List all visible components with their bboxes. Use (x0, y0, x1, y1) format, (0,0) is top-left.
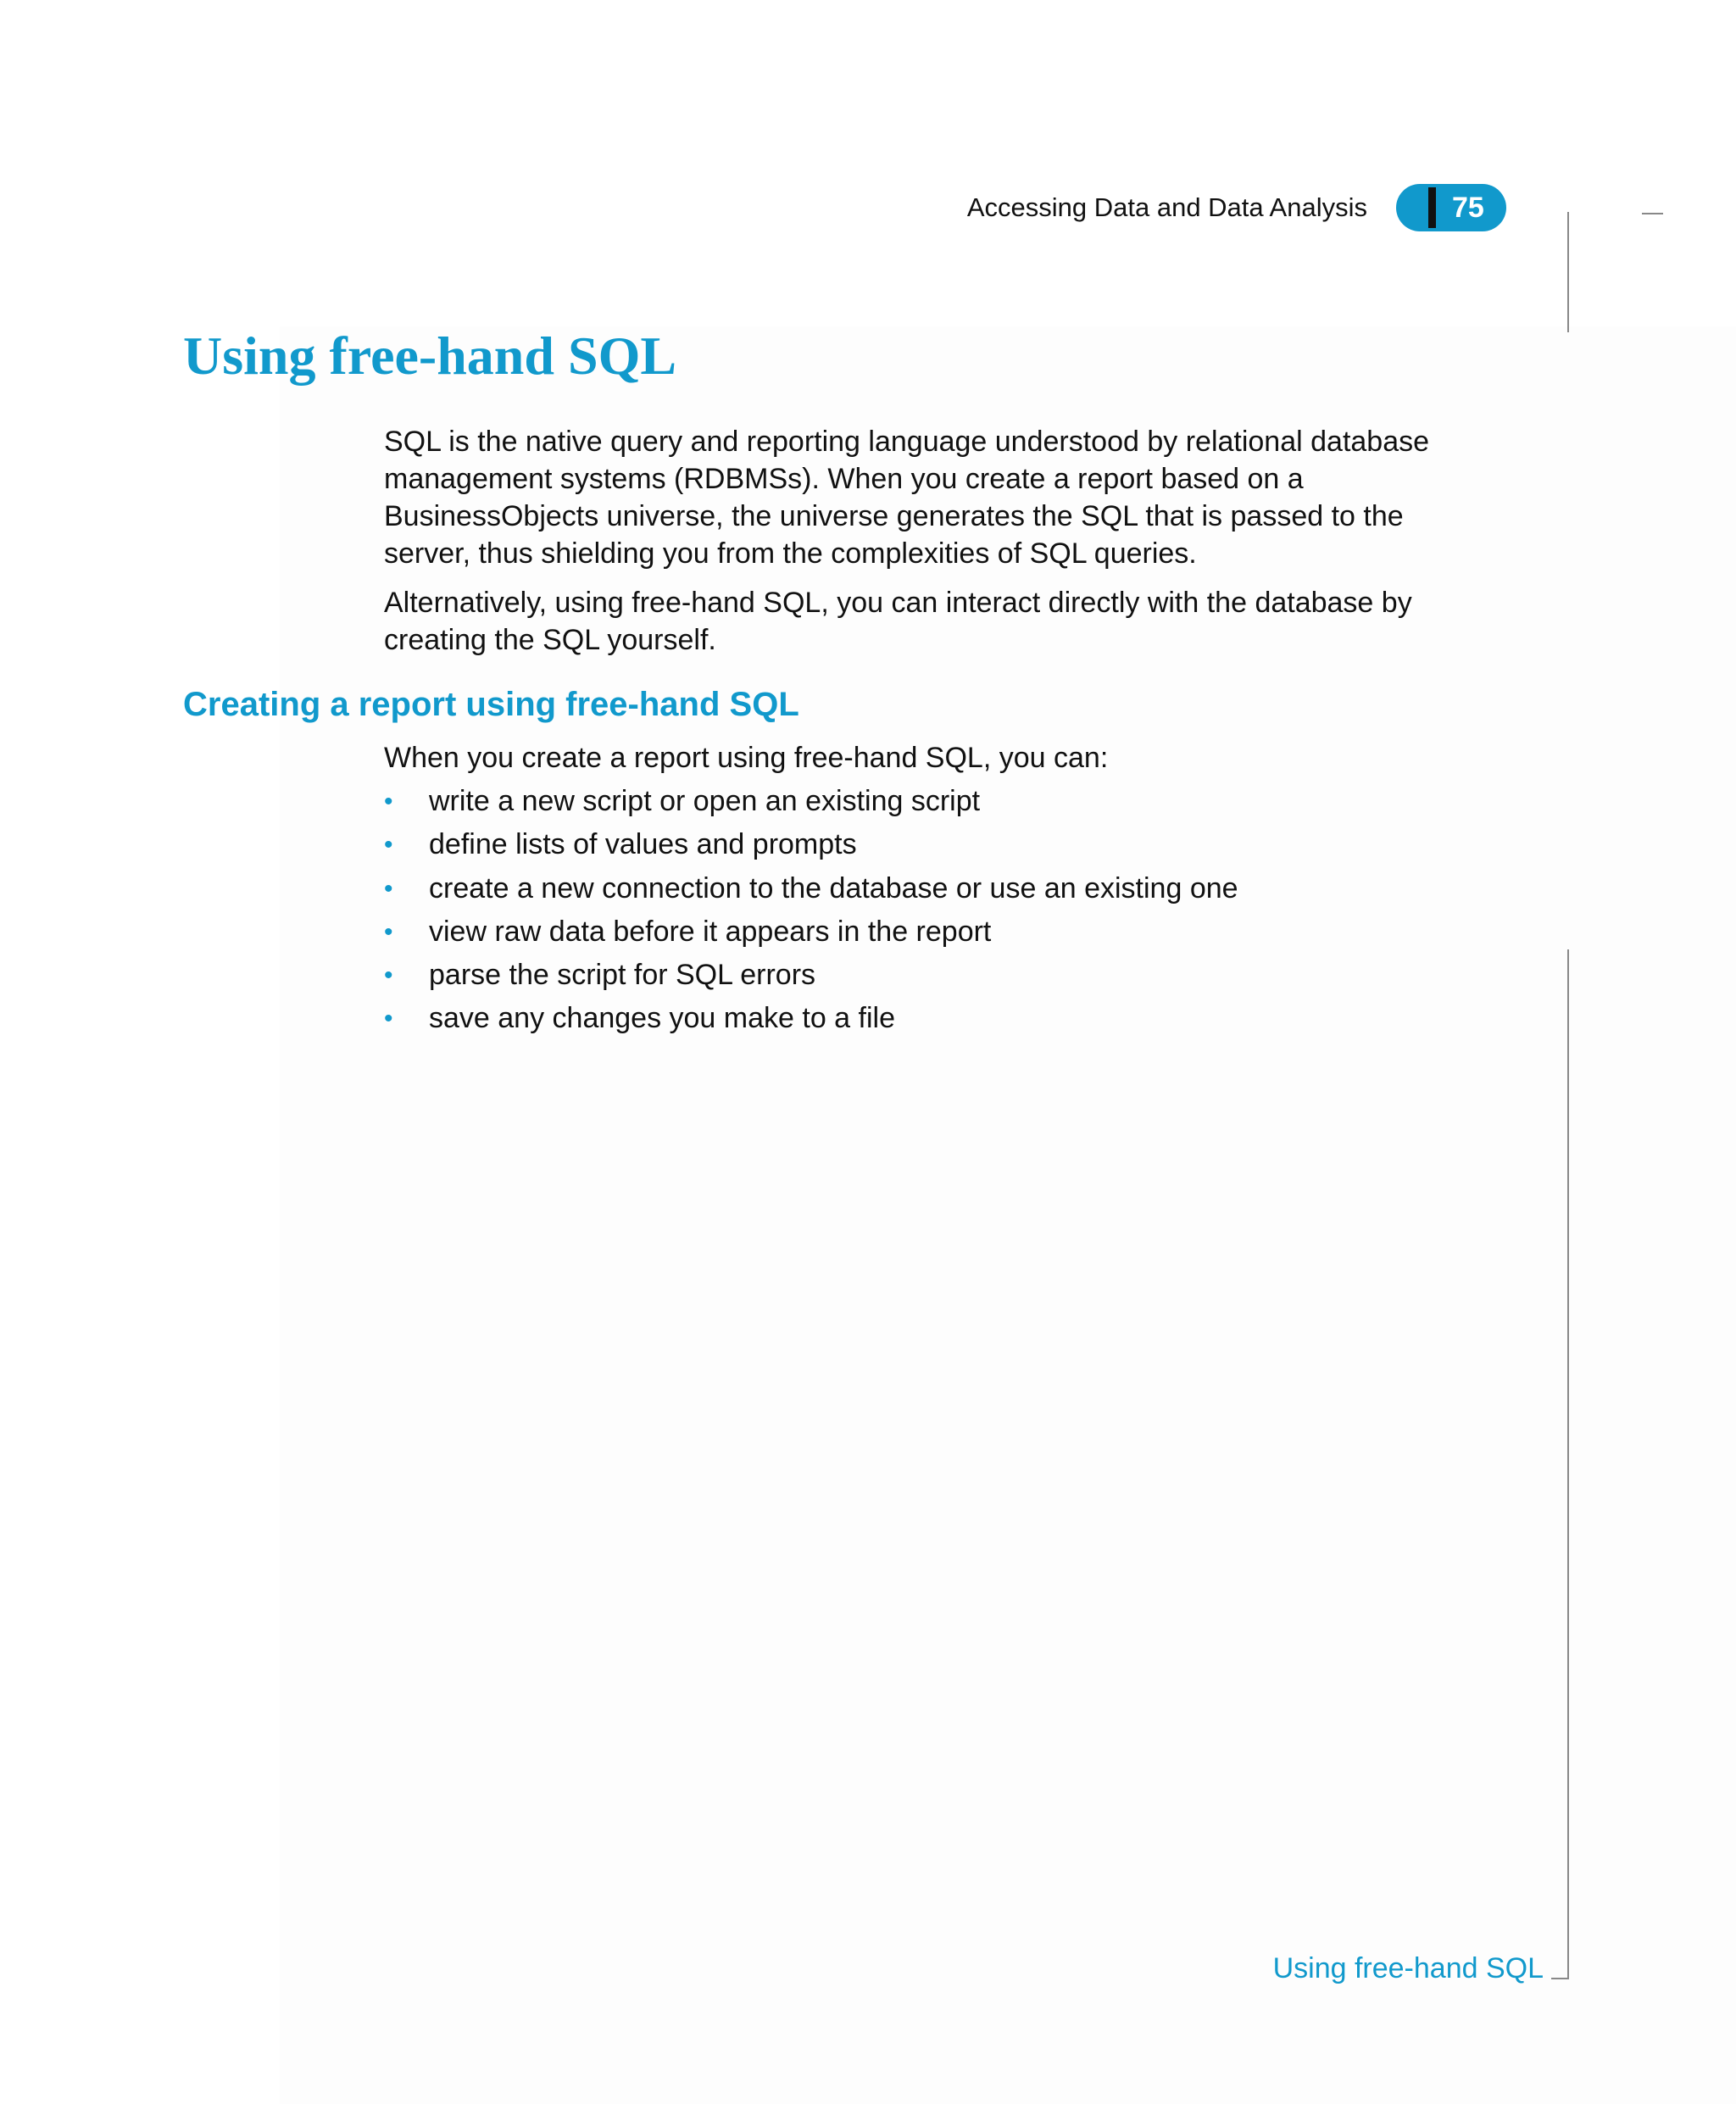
section-heading: Creating a report using free-hand SQL (183, 686, 799, 723)
bullet-icon: • (384, 788, 393, 815)
page-tab-marker (1428, 187, 1436, 228)
running-footer: Using free-hand SQL (1272, 1952, 1544, 1984)
running-header-title: Accessing Data and Data Analysis (966, 192, 1367, 222)
list-item-text: parse the script for SQL errors (429, 959, 816, 992)
bullet-icon: • (384, 917, 393, 946)
list-item-text: create a new connection to the database or use an existing one (429, 871, 1238, 904)
list-item (384, 823, 1469, 866)
list-item-text: save any changes you make to a file (429, 1002, 895, 1035)
header-rule (1642, 213, 1663, 214)
bullet-icon: • (384, 1005, 393, 1033)
page-title: Using free-hand SQL (183, 326, 677, 386)
bullet-list (384, 780, 1469, 1041)
body-paragraph: SQL is the native query and reporting language understood by relational database management systems (RDBMSs). When you create a report based on a BusinessObjects universe, the universe generates the SQL that is passed to the server, thus shielding you from the complexities of SQL queries. (384, 426, 1430, 570)
list-item (384, 867, 1469, 910)
bullet-icon: • (384, 961, 393, 990)
list-item (384, 997, 1469, 1040)
list-item-text: view raw data before it appears in the report (429, 915, 992, 948)
list-intro: When you create a report using free-hand SQL, you can: (384, 742, 1109, 774)
body-paragraph: Alternatively, using free-hand SQL, you can interact directly with the database by creating the SQL yourself. (384, 587, 1412, 656)
list-item (384, 954, 1469, 997)
page-number-tab (1396, 184, 1506, 231)
bullet-icon: • (384, 831, 393, 860)
list-item (384, 910, 1469, 954)
running-header (967, 184, 1506, 231)
footer-rule (1551, 1978, 1569, 1979)
list-item-text: write a new script or open an existing script (429, 785, 981, 817)
list-item (384, 780, 1469, 823)
page-number: 75 (1452, 192, 1484, 224)
margin-rule-bottom (1567, 949, 1569, 1979)
bullet-icon: • (384, 874, 393, 903)
list-item-text: define lists of values and prompts (429, 828, 857, 861)
margin-rule-top (1567, 212, 1569, 332)
